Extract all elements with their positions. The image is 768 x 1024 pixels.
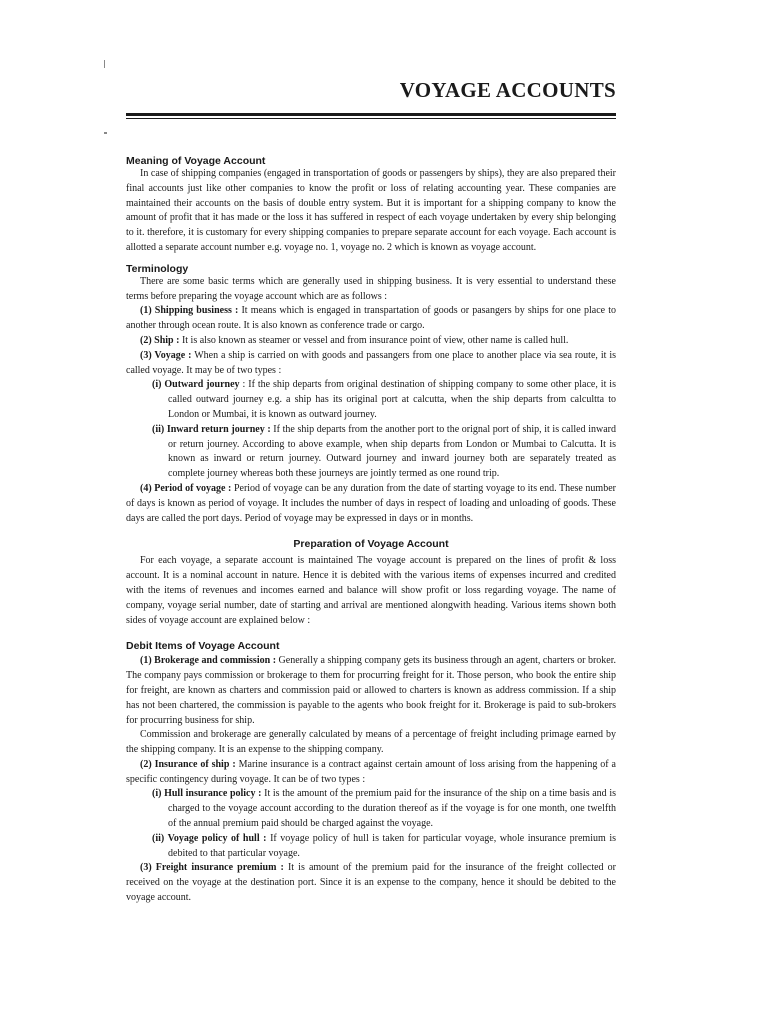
term-text: When a ship is carried on with goods and passangers from one place to another place via sea route, it is called voyage. It may be of two types : xyxy=(126,349,616,376)
term-label: (i) Hull insurance policy : xyxy=(152,788,262,800)
term-voyage xyxy=(126,349,616,379)
debit-freight-insurance-premium xyxy=(126,861,616,905)
term-label: (2) Insurance of ship : xyxy=(140,758,236,770)
chapter-title: VOYAGE ACCOUNTS xyxy=(399,78,616,102)
document-page xyxy=(126,72,616,906)
term-label: (3) Voyage : xyxy=(140,349,192,361)
term-text: It is also known as steamer or vessel and from insurance point of view, other name is called hull. xyxy=(179,334,569,346)
term-label: (i) Outward journey xyxy=(152,379,240,391)
term-label: (ii) Voyage policy of hull : xyxy=(152,832,267,844)
term-text: Period of voyage can be any duration from the date of starting voyage to its end. These number of days is known as period of voyage. It includes the number of days in respect of loading and unloading of goods. These days are called the port days. Period of voyage may be expressed in days or in months. xyxy=(126,482,616,524)
term-label: (1) Brokerage and commission : xyxy=(140,655,277,667)
term-outward-journey xyxy=(126,378,616,422)
term-label: (2) Ship : xyxy=(140,334,180,346)
term-label: (ii) Inward return journey : xyxy=(152,423,271,435)
title-rule-thin xyxy=(126,118,616,119)
debit-voyage-policy-of-hull xyxy=(126,832,616,862)
term-text: It is the amount of the premium paid for the insurance of the ship on a time basis and is charged to the voyage account according to the duration thereof as if the voyage is for one month, one twelfth of the annual premium paid should be charged against the voyage. xyxy=(168,788,616,830)
paragraph-terminology-intro: There are some basic terms which are generally used in shipping business. It is very essential to understand these terms before preparing the voyage account which are as follows : xyxy=(126,275,616,302)
term-label: (1) Shipping business : xyxy=(140,305,239,317)
term-ship xyxy=(126,334,616,349)
term-text: It is amount of the premium paid for the insurance of the freight collected or received on the voyage at the destination port. Since it is an expense to the company, hence it should be debited to the voyage account. xyxy=(126,862,616,904)
term-text: : If the ship departs from original destination of shipping company to some other place, it is called outward journey e.g. a ship has its original port at calcutta, when the ship departs from calcultta to London or Mumbai, it is known as outward journey. xyxy=(168,379,616,420)
term-text: Generally a shipping company gets its business through an agent, charters or broker. The company pays commission or brokerage to them for procurring freight for it. Those person, who book the entire ship for freight, are known as charters and commission paid or allowed to charters is known as address commission. If a ship has not been chartered, the commission is payable to the agents who book freight for it. Brokerage is paid to sub-brokers for procurring business for ship. xyxy=(126,655,617,726)
term-period-of-voyage xyxy=(126,482,616,526)
section-heading-debit-items: Debit Items of Voyage Account xyxy=(126,640,280,653)
paragraph-meaning: In case of shipping companies (engaged in transportation of goods or passengers by ships), they are also prepared their final accounts just like other companies to know the profit or loss of relating accounting year. These companies are maintained their accounts on the basis of double entry system. But it is important for a shipping company to know the amount of profit that it has made or the loss it has suffered in respect of each voyage undertaken by every ship belonging to it. therefore, it is customary for every shipping companies to prepare separate account for each voyage. Each account is allotted a separate account number e.g. voyage no. 1, voyage no. 2 which is known as voyage account. xyxy=(126,168,616,253)
term-label: (4) Period of voyage : xyxy=(140,482,232,494)
term-shipping-business xyxy=(126,304,616,334)
debit-hull-insurance-policy xyxy=(126,787,616,831)
term-label: (3) Freight insurance premium : xyxy=(140,862,284,874)
term-text: If voyage policy of hull is taken for particular voyage, whole insurance premium is debited to that particular voyage. xyxy=(168,832,616,859)
scan-mark xyxy=(104,132,107,134)
section-heading-terminology: Terminology xyxy=(126,262,189,275)
term-text: It means which is engaged in transpartation of goods or pasangers by ships for one place to another through ocean route. It is also known as conference trade or cargo. xyxy=(126,305,616,332)
title-rule-thick xyxy=(126,113,616,116)
scan-mark xyxy=(104,60,105,68)
debit-brokerage-commission xyxy=(126,654,616,728)
term-inward-return-journey xyxy=(126,423,616,482)
section-heading-meaning: Meaning of Voyage Account xyxy=(126,155,266,167)
paragraph-commission-calculation: Commission and brokerage are generally calculated by means of a percentage of freight including primage earned by the shipping company. It is an expense to the shipping company. xyxy=(126,729,616,756)
section-heading-preparation: Preparation of Voyage Account xyxy=(293,538,449,551)
debit-insurance-of-ship xyxy=(126,758,616,788)
term-text: Marine insurance is a contract against certain amount of loss arising from the happening of a specific contingency during voyage. It can be of two types : xyxy=(126,758,616,785)
paragraph-preparation: For each voyage, a separate account is maintained The voyage account is prepared on the lines of profit & loss account. It is a nominal account in nature. Hence it is debited with the various items of expenses incurred and credited with the items of revenues and incomes earned and balance will show profit or loss regarding voyage. The name of company, voyage serial number, date of starting and arrival are mentioned alongwith heading. Various items shown both sides of voyage account are explained below : xyxy=(126,555,616,626)
term-text: If the ship departs from the another port to the orignal port of ship, it is called inward or return journey. According to above example, when ship departs from London or Mumbai to Calcutta. It is known as inward or return journey. Outward journey and inward journey both are separately treated as complete journey whereas both these journeys are jointly termed as one round trip. xyxy=(168,423,617,480)
